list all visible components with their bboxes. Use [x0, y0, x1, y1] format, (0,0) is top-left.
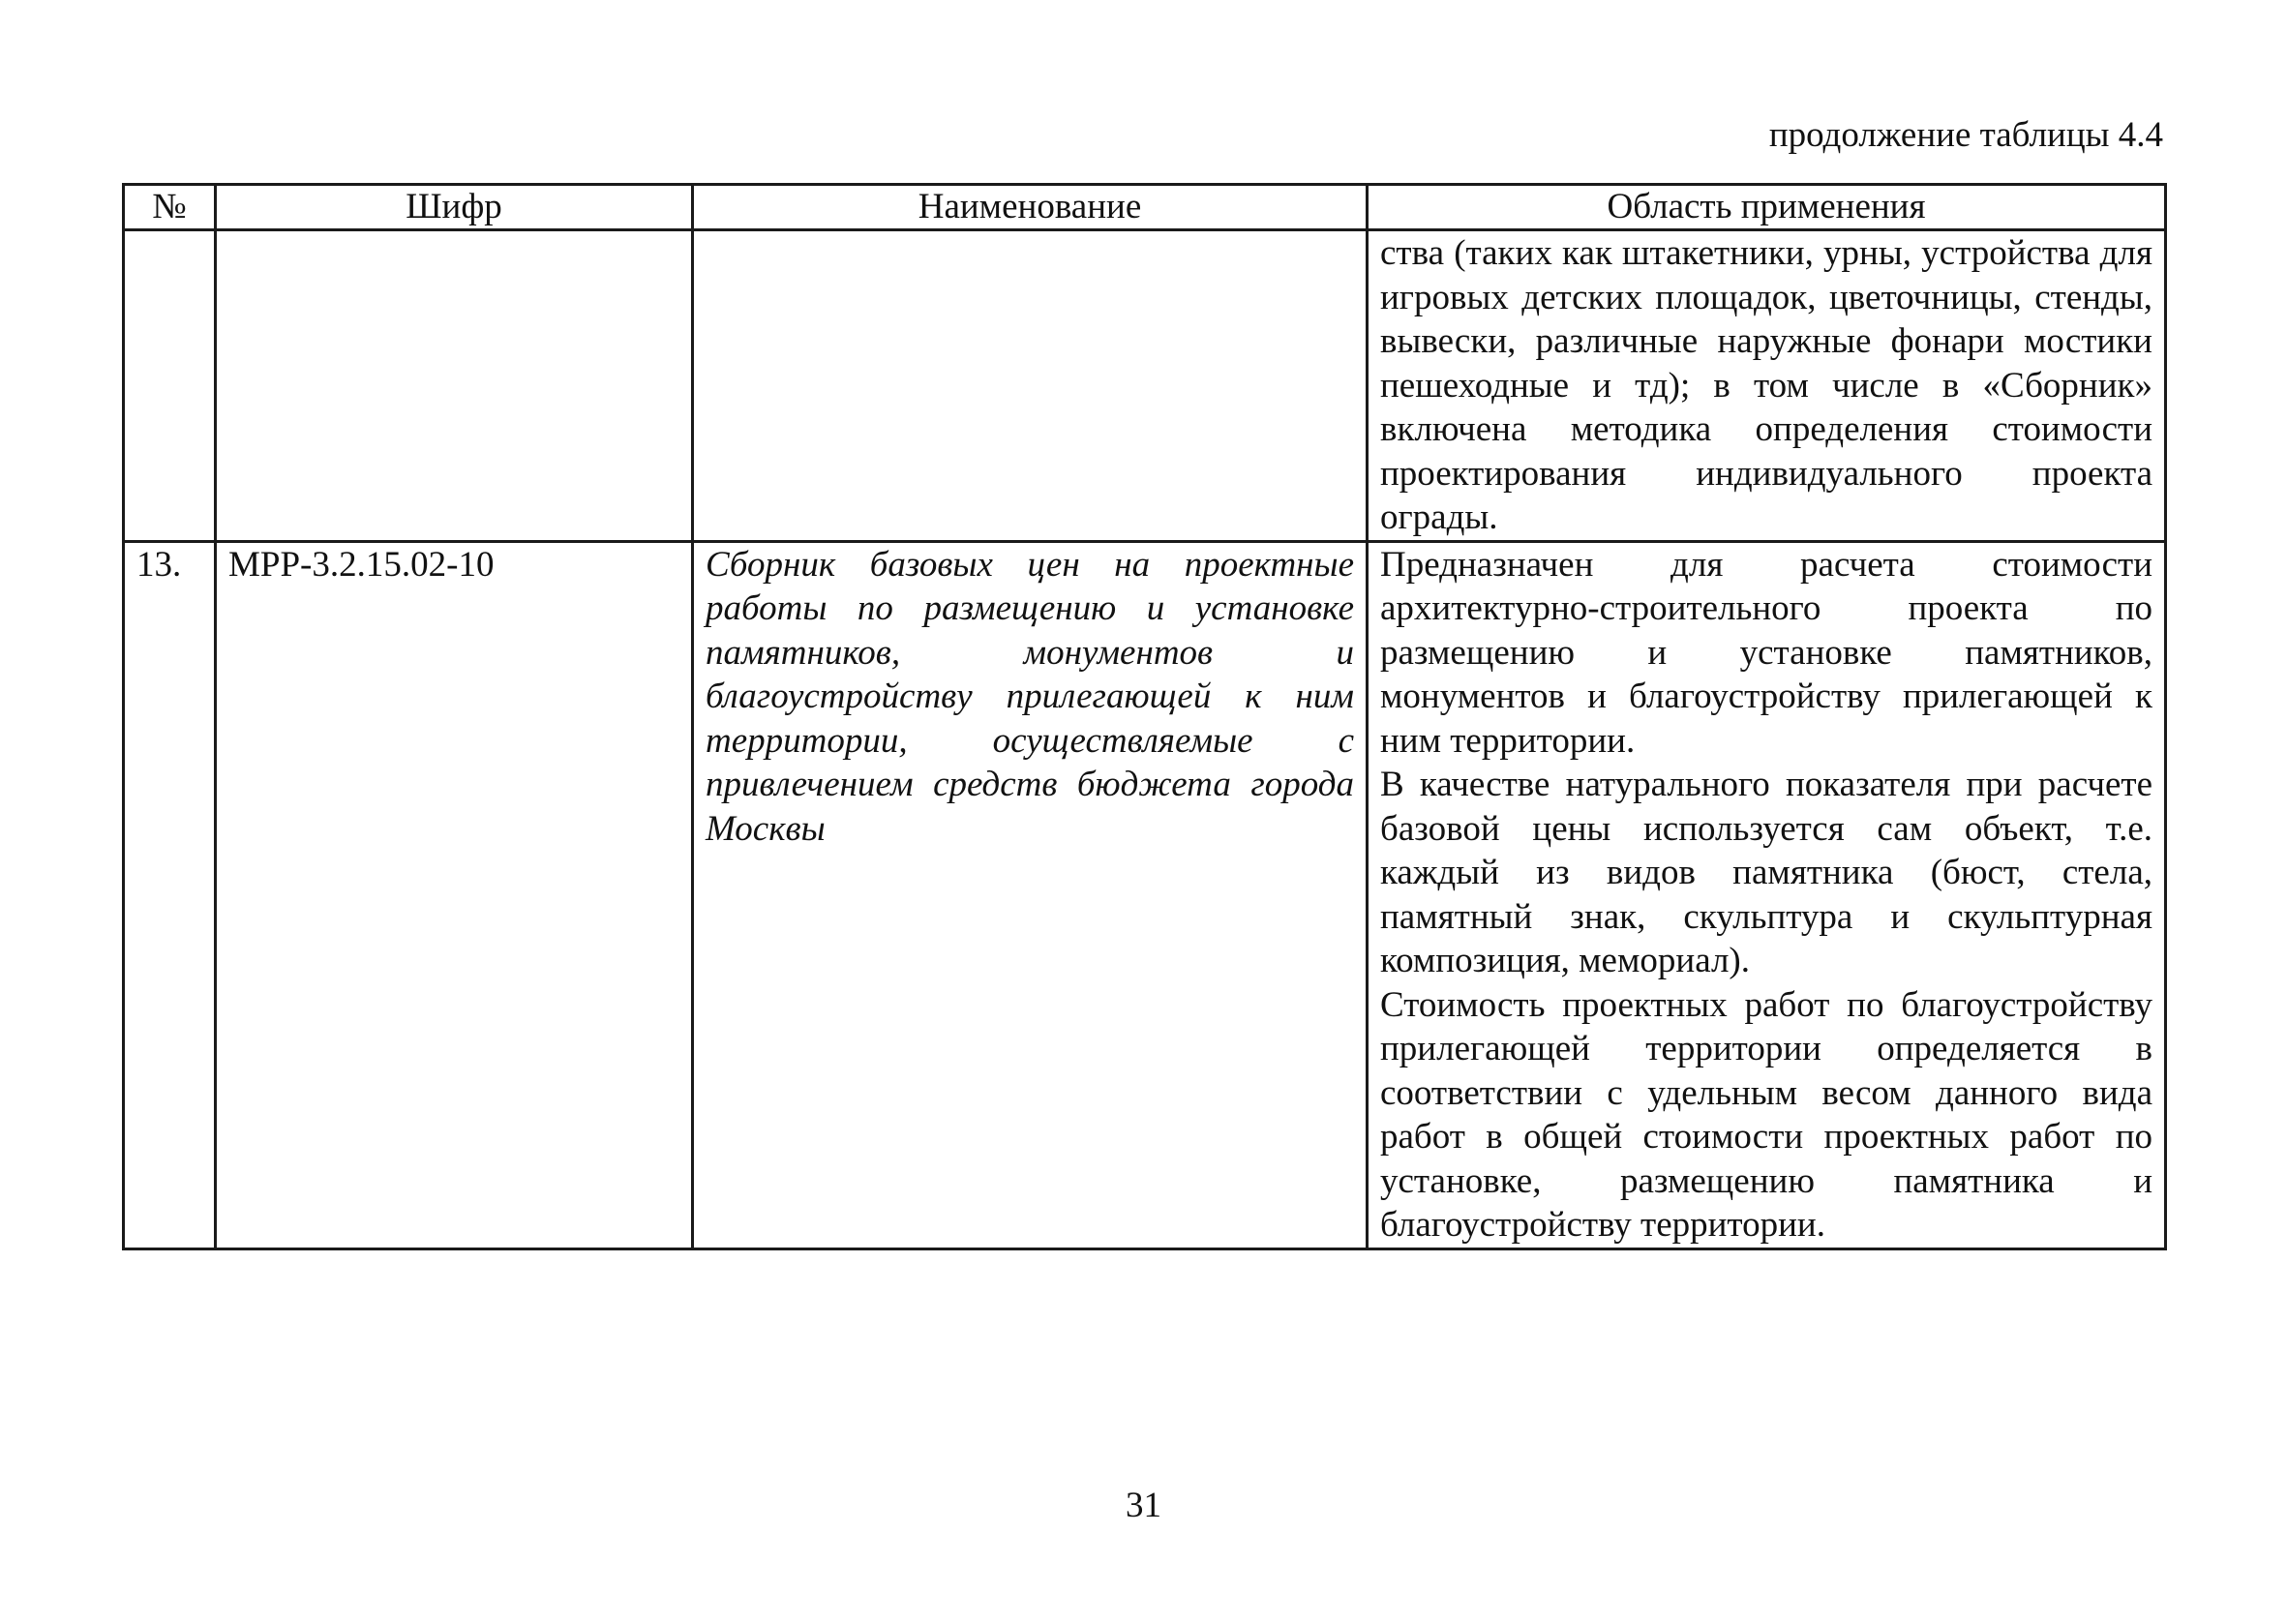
header-scope: Область применения: [1368, 185, 2166, 230]
scope-paragraph: Предназначен для расчета стоимости архитектурно-строительного проекта по размещению и установке памятников, монументов и благоустройству прилегающей к ним территории.: [1380, 544, 2152, 761]
table-row: [124, 230, 2166, 542]
table-row: [124, 541, 2166, 1248]
row-code-cell: [216, 230, 693, 542]
header-name: Наименование: [693, 185, 1368, 230]
row-number-cell: 13.: [124, 541, 216, 1248]
row-name-cell: [693, 541, 1368, 1248]
row-code-cell: МРР-3.2.15.02-10: [216, 541, 693, 1248]
scope-paragraph: Стоимость проектных работ по благоустройству прилегающей территории определяется в соответствии с удельным весом данного вида работ в общей стоимости проектных работ по установке, размещению памятника и благоустройству территории.: [1380, 984, 2152, 1245]
header-number: №: [124, 185, 216, 230]
page-number: 31: [1126, 1486, 1161, 1525]
scope-paragraph: В качестве натурального показателя при расчете базовой цены используется сам объект, т.е. каждый из видов памятника (бюст, стела, памятный знак, скульптура и скульптурная композиция, мемориал).: [1380, 765, 2152, 980]
row-name-cell: [693, 230, 1368, 542]
table-caption: продолжение таблицы 4.4: [1768, 115, 2163, 155]
row-number-cell: [124, 230, 216, 542]
header-code: Шифр: [216, 185, 693, 230]
row-scope-cell: [1368, 230, 2166, 542]
standards-table: [122, 183, 2167, 1250]
name-paragraph: Сборник базовых цен на проектные работы по размещению и установке памятников, монументов и благоустройству прилегающей к ним территории, осуществляемые с привлечением средств бюджета города Москвы: [706, 544, 1354, 849]
scope-paragraph: ства (таких как штакетники, урны, устройства для игровых детских площадок, цветочницы, стенды, вывески, различные наружные фонари мостики пешеходные и тд); в том числе в «Сборник» включена методика определения стоимости проектирования индивидуального проекта ограды.: [1380, 233, 2152, 537]
row-scope-cell: [1368, 541, 2166, 1248]
table-header-row: [124, 185, 2166, 230]
